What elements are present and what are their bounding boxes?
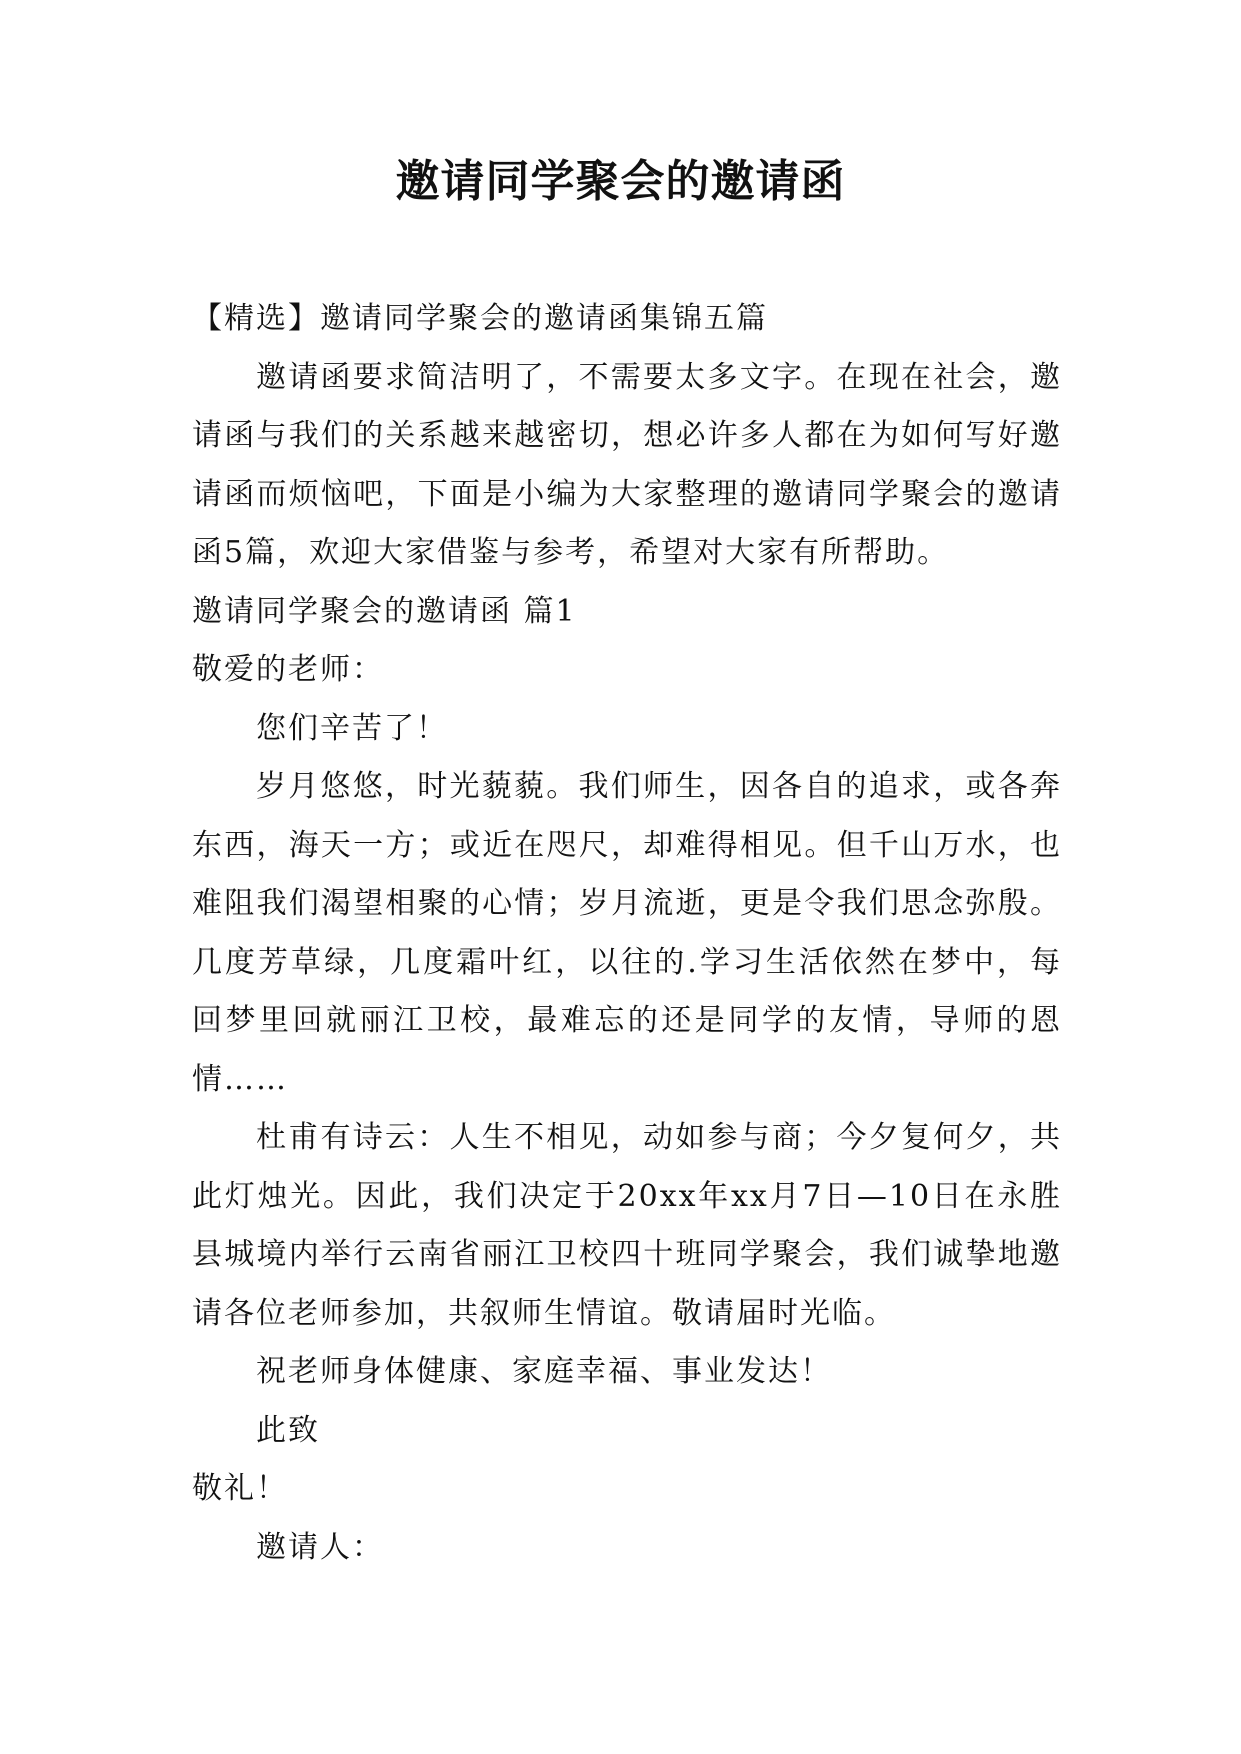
closing-line: 此致 [256, 1412, 320, 1448]
document-body [192, 290, 1062, 1577]
wishes-paragraph: 祝老师身体健康、家庭幸福、事业发达！ [256, 1354, 832, 1389]
closing-salute: 敬礼！ [192, 1471, 288, 1506]
intro-paragraph: 邀请函要求简洁明了，不需要太多文字。在现在社会，邀请函与我们的关系越来越密切，想必许多人都在为如何写好邀请函而烦恼吧，下面是小编为大家整理的邀请同学聚会的邀请函5篇，欢迎大家借鉴与参考，希望对大家有所帮助。 [192, 359, 1062, 570]
memory-paragraph: 岁月悠悠，时光藐藐。我们师生，因各自的追求，或各奔东西，海天一方；或近在咫尺，却难得相见。但千山万水，也难阻我们渴望相聚的心情；岁月流逝，更是令我们思念弥殷。几度芳草绿，几度霜叶红，以往的.学习生活依然在梦中，每回梦里回就丽江卫校，最难忘的还是同学的友情，导师的恩情…… [192, 769, 1062, 1097]
document-title: 邀请同学聚会的邀请函 [395, 156, 846, 207]
subtitle-line: 【精选】邀请同学聚会的邀请函集锦五篇 [192, 301, 768, 336]
invitation-paragraph: 杜甫有诗云：人生不相见，动如参与商；今夕复何夕，共此灯烛光。因此，我们决定于20xx年xx月7日—10日在永胜县城境内举行云南省丽江卫校四十班同学聚会，我们诚挚地邀请各位老师参加，共叙师生情谊。敬请届时光临。 [192, 1120, 1062, 1331]
section-heading: 邀请同学聚会的邀请函 篇1 [192, 593, 577, 629]
greeting-paragraph: 您们辛苦了！ [256, 710, 448, 746]
inviter-line: 邀请人： [256, 1529, 384, 1565]
salutation: 敬爱的老师： [192, 652, 384, 687]
